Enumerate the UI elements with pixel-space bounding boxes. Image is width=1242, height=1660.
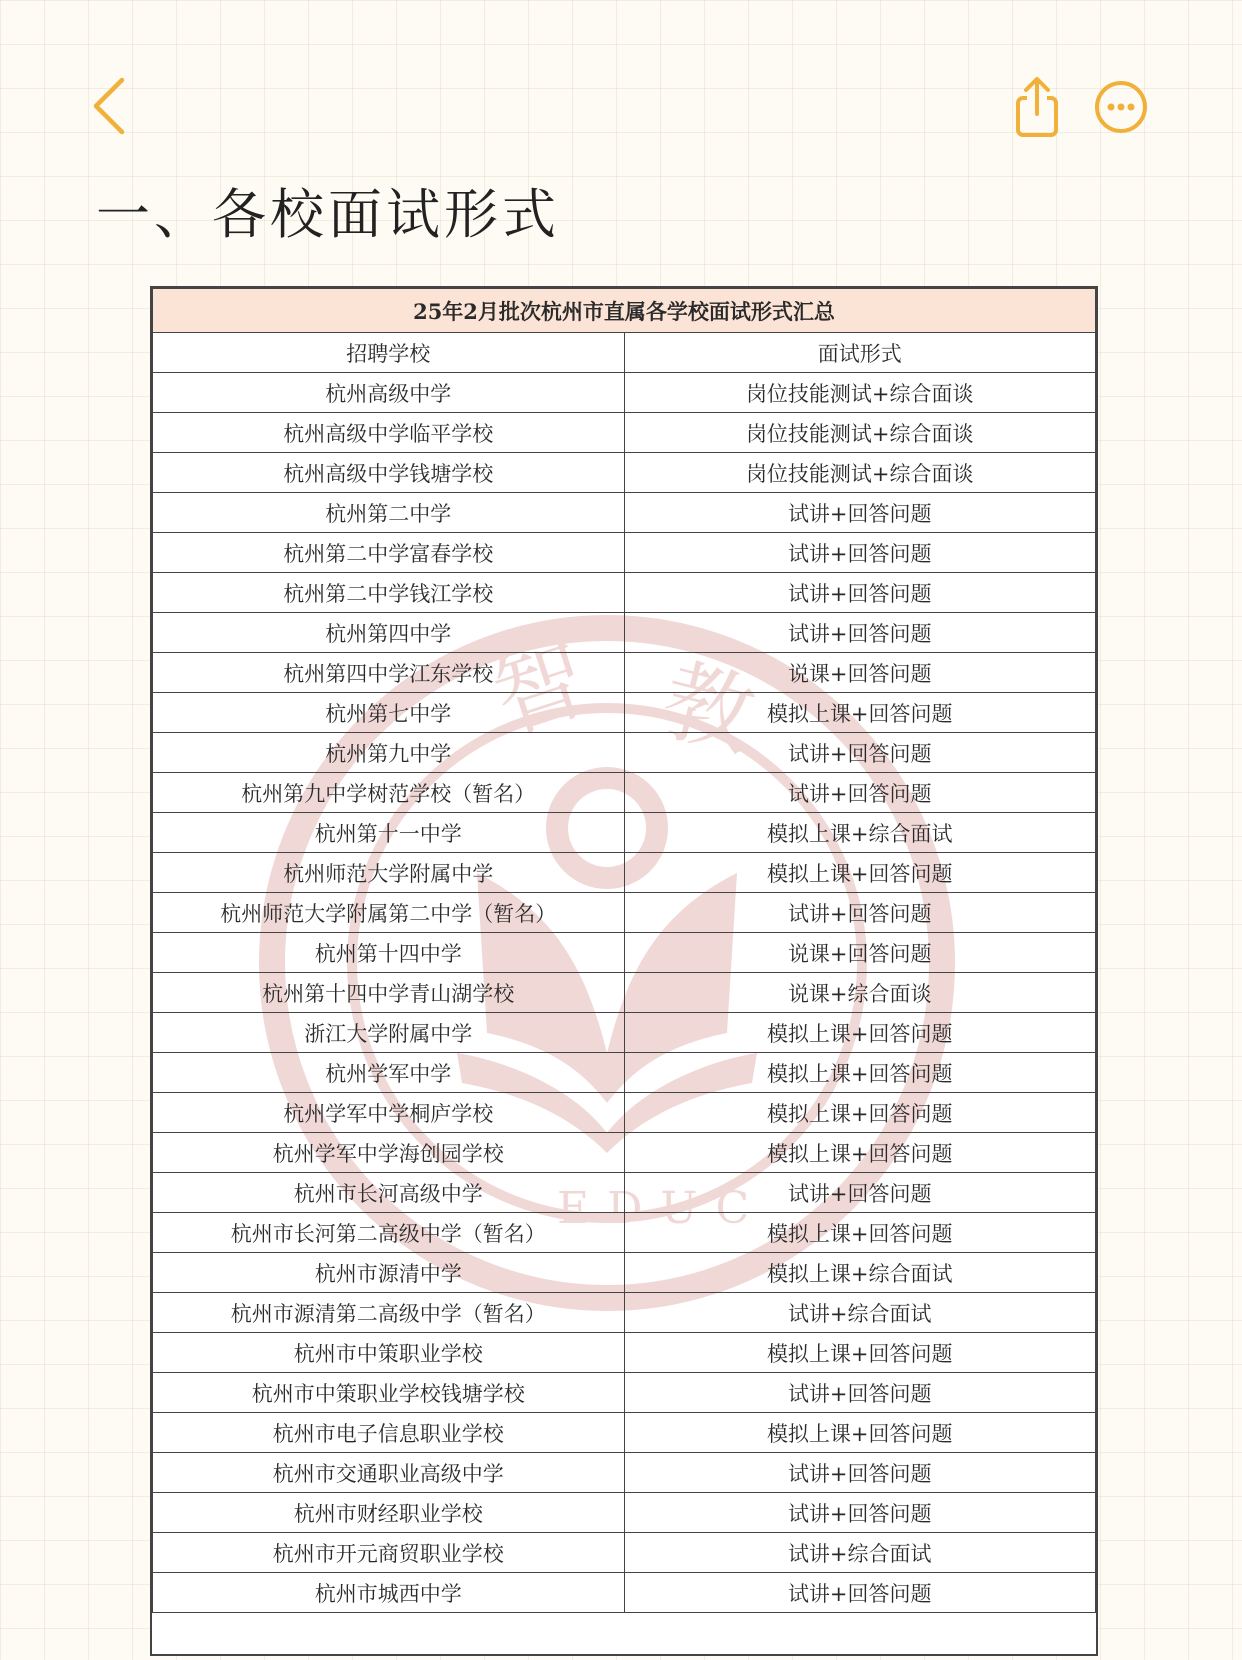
school-name-cell: 杭州学军中学 xyxy=(153,1053,625,1093)
table-row xyxy=(153,1293,1096,1333)
interview-format-cell: 说课+回答问题 xyxy=(624,933,1096,973)
table-row xyxy=(153,1333,1096,1373)
share-icon xyxy=(1014,76,1060,138)
chevron-left-icon xyxy=(88,76,138,136)
table-row xyxy=(153,1013,1096,1053)
school-name-cell: 杭州第四中学江东学校 xyxy=(153,653,625,693)
back-button[interactable] xyxy=(88,76,138,136)
table-row xyxy=(153,413,1096,453)
school-name-cell: 杭州师范大学附属中学 xyxy=(153,853,625,893)
share-button[interactable] xyxy=(1014,76,1060,138)
school-name-cell: 杭州第二中学 xyxy=(153,493,625,533)
school-name-cell: 杭州第十四中学青山湖学校 xyxy=(153,973,625,1013)
school-name-cell: 杭州市交通职业高级中学 xyxy=(153,1453,625,1493)
table-row xyxy=(153,1133,1096,1173)
school-name-cell: 杭州市源清中学 xyxy=(153,1253,625,1293)
school-name-cell: 杭州第十四中学 xyxy=(153,933,625,973)
school-name-cell: 杭州市源清第二高级中学（暂名） xyxy=(153,1293,625,1333)
table-row xyxy=(153,733,1096,773)
interview-format-cell: 试讲+回答问题 xyxy=(624,773,1096,813)
school-name-cell: 杭州第九中学树范学校（暂名） xyxy=(153,773,625,813)
table-row xyxy=(153,1253,1096,1293)
interview-format-cell: 模拟上课+回答问题 xyxy=(624,1053,1096,1093)
school-name-cell: 杭州市开元商贸职业学校 xyxy=(153,1533,625,1573)
school-name-cell: 杭州市财经职业学校 xyxy=(153,1493,625,1533)
interview-format-cell: 模拟上课+回答问题 xyxy=(624,853,1096,893)
school-name-cell: 杭州市长河高级中学 xyxy=(153,1173,625,1213)
interview-format-cell: 岗位技能测试+综合面谈 xyxy=(624,413,1096,453)
school-name-cell: 杭州学军中学海创园学校 xyxy=(153,1133,625,1173)
table-title: 25年2月批次杭州市直属各学校面试形式汇总 xyxy=(153,289,1096,333)
interview-format-cell: 岗位技能测试+综合面谈 xyxy=(624,453,1096,493)
table-row xyxy=(153,493,1096,533)
column-header-format: 面试形式 xyxy=(624,333,1096,373)
table-row xyxy=(153,1493,1096,1533)
school-name-cell: 杭州第七中学 xyxy=(153,693,625,733)
interview-format-cell: 岗位技能测试+综合面谈 xyxy=(624,373,1096,413)
table-row xyxy=(153,533,1096,573)
school-name-cell: 杭州第十一中学 xyxy=(153,813,625,853)
table-row xyxy=(153,1373,1096,1413)
interview-format-cell: 模拟上课+回答问题 xyxy=(624,1213,1096,1253)
interview-format-cell: 试讲+回答问题 xyxy=(624,1573,1096,1613)
table-row xyxy=(153,933,1096,973)
table-row xyxy=(153,1453,1096,1493)
interview-format-cell: 试讲+回答问题 xyxy=(624,1493,1096,1533)
interview-format-cell: 试讲+回答问题 xyxy=(624,1373,1096,1413)
school-name-cell: 杭州第四中学 xyxy=(153,613,625,653)
watermark-text: EDUC xyxy=(557,1183,768,1234)
interview-format-cell: 模拟上课+综合面试 xyxy=(624,1253,1096,1293)
interview-table xyxy=(152,288,1096,1613)
interview-format-cell: 模拟上课+回答问题 xyxy=(624,1093,1096,1133)
school-name-cell: 杭州第二中学富春学校 xyxy=(153,533,625,573)
table-row xyxy=(153,653,1096,693)
table-header-row xyxy=(153,333,1096,373)
school-name-cell: 杭州市中策职业学校 xyxy=(153,1333,625,1373)
school-name-cell: 杭州市城西中学 xyxy=(153,1573,625,1613)
interview-format-cell: 模拟上课+回答问题 xyxy=(624,1413,1096,1453)
top-toolbar xyxy=(0,0,1242,190)
school-name-cell: 杭州高级中学临平学校 xyxy=(153,413,625,453)
interview-format-cell: 试讲+回答问题 xyxy=(624,493,1096,533)
school-name-cell: 杭州市电子信息职业学校 xyxy=(153,1413,625,1453)
interview-format-cell: 试讲+综合面试 xyxy=(624,1533,1096,1573)
watermark-char-1: 智 xyxy=(481,626,600,754)
page-title: 一、各校面试形式 xyxy=(96,183,560,246)
interview-format-cell: 试讲+回答问题 xyxy=(624,733,1096,773)
school-name-cell: 浙江大学附属中学 xyxy=(153,1013,625,1053)
table-row xyxy=(153,1053,1096,1093)
table-row xyxy=(153,373,1096,413)
watermark-char-2: 教 xyxy=(651,647,765,772)
table-row xyxy=(153,453,1096,493)
interview-format-cell: 说课+综合面谈 xyxy=(624,973,1096,1013)
table-row xyxy=(153,1413,1096,1453)
table-row xyxy=(153,613,1096,653)
more-button[interactable] xyxy=(1094,80,1148,134)
table-row xyxy=(153,573,1096,613)
interview-format-cell: 模拟上课+综合面试 xyxy=(624,813,1096,853)
interview-format-cell: 模拟上课+回答问题 xyxy=(624,1333,1096,1373)
interview-format-cell: 试讲+回答问题 xyxy=(624,573,1096,613)
school-name-cell: 杭州学军中学桐庐学校 xyxy=(153,1093,625,1133)
table-row xyxy=(153,893,1096,933)
interview-format-cell: 模拟上课+回答问题 xyxy=(624,1133,1096,1173)
interview-format-cell: 试讲+回答问题 xyxy=(624,533,1096,573)
interview-format-cell: 模拟上课+回答问题 xyxy=(624,693,1096,733)
table-title-row xyxy=(153,289,1096,333)
interview-format-cell: 试讲+回答问题 xyxy=(624,613,1096,653)
table-row xyxy=(153,1533,1096,1573)
interview-format-cell: 试讲+综合面试 xyxy=(624,1293,1096,1333)
table-row xyxy=(153,813,1096,853)
school-name-cell: 杭州第二中学钱江学校 xyxy=(153,573,625,613)
table-row xyxy=(153,693,1096,733)
column-header-school: 招聘学校 xyxy=(153,333,625,373)
interview-format-cell: 模拟上课+回答问题 xyxy=(624,1013,1096,1053)
more-icon xyxy=(1094,80,1148,134)
school-name-cell: 杭州市长河第二高级中学（暂名） xyxy=(153,1213,625,1253)
table-row xyxy=(153,853,1096,893)
table-row xyxy=(153,1573,1096,1613)
table-row xyxy=(153,1173,1096,1213)
interview-format-table-image xyxy=(150,286,1098,1656)
table-row xyxy=(153,1093,1096,1133)
school-name-cell: 杭州高级中学 xyxy=(153,373,625,413)
interview-format-cell: 试讲+回答问题 xyxy=(624,1173,1096,1213)
table-row xyxy=(153,973,1096,1013)
school-name-cell: 杭州高级中学钱塘学校 xyxy=(153,453,625,493)
interview-format-cell: 说课+回答问题 xyxy=(624,653,1096,693)
table-row xyxy=(153,773,1096,813)
table-row xyxy=(153,1213,1096,1253)
school-name-cell: 杭州市中策职业学校钱塘学校 xyxy=(153,1373,625,1413)
school-name-cell: 杭州第九中学 xyxy=(153,733,625,773)
school-name-cell: 杭州师范大学附属第二中学（暂名） xyxy=(153,893,625,933)
interview-format-cell: 试讲+回答问题 xyxy=(624,1453,1096,1493)
interview-format-cell: 试讲+回答问题 xyxy=(624,893,1096,933)
